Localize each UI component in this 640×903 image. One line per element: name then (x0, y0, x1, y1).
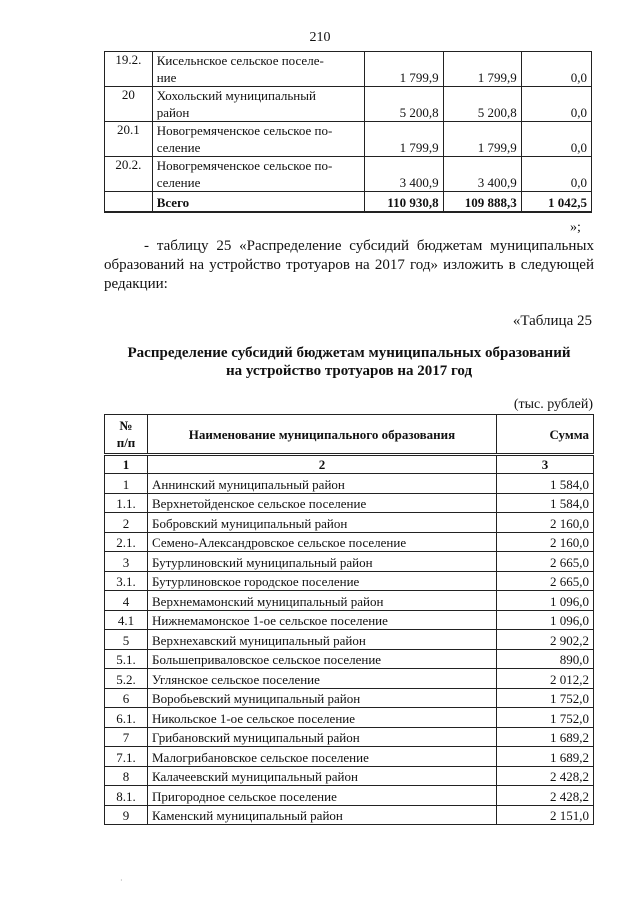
header-num-line2: п/п (116, 435, 136, 450)
row-number: 2.1. (105, 532, 148, 552)
row-value-1: 3 400,9 (365, 157, 443, 192)
table-row (105, 688, 594, 708)
row-name: Малогрибановское сельское поселение (148, 747, 497, 767)
row-number: 5.2. (105, 669, 148, 689)
row-number: 2 (105, 513, 148, 533)
row-sum: 2 428,2 (497, 786, 594, 806)
row-value-1: 5 200,8 (365, 87, 443, 122)
row-name: Большеприваловское сельское поселение (148, 649, 497, 669)
header-num (105, 415, 148, 455)
column-number: 2 (148, 455, 497, 474)
total-empty (105, 192, 153, 213)
table-header-row (105, 415, 594, 455)
table-row (105, 87, 592, 122)
row-sum: 1 584,0 (497, 474, 594, 494)
row-sum: 2 902,2 (497, 630, 594, 650)
header-name: Наименование муниципального образования (148, 415, 497, 455)
row-value-2: 5 200,8 (443, 87, 521, 122)
row-name-line: селение (156, 140, 201, 155)
page-number: 210 (309, 30, 331, 45)
quote-end: »; (570, 220, 581, 235)
table-row (105, 513, 594, 533)
row-number: 19.2. (105, 52, 153, 87)
row-name: Воробьевский муниципальный район (148, 688, 497, 708)
table-row (105, 766, 594, 786)
row-number: 8 (105, 766, 148, 786)
table-title-line2: на устройство тротуаров на 2017 год (225, 363, 473, 379)
table-row (105, 727, 594, 747)
total-value-2: 109 888,3 (443, 192, 521, 213)
row-name: Бутурлиновский муниципальный район (148, 552, 497, 572)
column-number: 3 (497, 455, 594, 474)
row-name: Грибановский муниципальный район (148, 727, 497, 747)
table-row (105, 591, 594, 611)
row-name-line: Новогремяченское сельское по- (156, 123, 333, 138)
header-sum: Сумма (497, 415, 594, 455)
row-name: Семено-Александровское сельское поселение (148, 532, 497, 552)
row-sum: 2 665,0 (497, 571, 594, 591)
row-number: 4 (105, 591, 148, 611)
row-value-3: 0,0 (521, 122, 591, 157)
table-row (105, 571, 594, 591)
row-name: Каменский муниципальный район (148, 805, 497, 825)
table-row (105, 532, 594, 552)
row-value-1: 1 799,9 (365, 52, 443, 87)
row-sum: 2 160,0 (497, 532, 594, 552)
row-value-1: 1 799,9 (365, 122, 443, 157)
row-value-2: 1 799,9 (443, 122, 521, 157)
row-number: 3.1. (105, 571, 148, 591)
unit-label: (тыс. рублей) (513, 397, 593, 412)
row-sum: 2 160,0 (497, 513, 594, 533)
amendment-paragraph: - таблицу 25 «Распределение субсидий бюджетам муниципальных образований на устройство тротуаров на 2017 год» изложить в следующей редакции: (104, 238, 594, 292)
row-sum: 1 096,0 (497, 610, 594, 630)
table-row (105, 52, 592, 87)
row-name (152, 122, 365, 157)
table-row (105, 157, 592, 192)
table-row (105, 493, 594, 513)
header-num-line1: № (119, 418, 133, 433)
row-name: Пригородное сельское поселение (148, 786, 497, 806)
row-number: 6 (105, 688, 148, 708)
row-value-3: 0,0 (521, 52, 591, 87)
row-name-line: район (156, 105, 190, 120)
row-number: 1.1. (105, 493, 148, 513)
row-number: 8.1. (105, 786, 148, 806)
total-label: Всего (152, 192, 365, 213)
table-row (105, 786, 594, 806)
row-name: Аннинский муниципальный район (148, 474, 497, 494)
table-title-line1: Распределение субсидий бюджетам муниципальных образований (127, 345, 571, 361)
row-sum: 1 689,2 (497, 747, 594, 767)
row-number: 7.1. (105, 747, 148, 767)
row-value-2: 3 400,9 (443, 157, 521, 192)
row-name: Углянское сельское поселение (148, 669, 497, 689)
row-name: Бутурлиновское городское поселение (148, 571, 497, 591)
table-row (105, 122, 592, 157)
column-number-row (105, 455, 594, 474)
row-number: 4.1 (105, 610, 148, 630)
total-value-1: 110 930,8 (365, 192, 443, 213)
row-sum: 1 096,0 (497, 591, 594, 611)
row-name (152, 52, 365, 87)
table-row (105, 708, 594, 728)
table-row (105, 474, 594, 494)
row-sum: 1 752,0 (497, 708, 594, 728)
row-number: 6.1. (105, 708, 148, 728)
row-number: 20.1 (105, 122, 153, 157)
row-number: 1 (105, 474, 148, 494)
row-name (152, 87, 365, 122)
row-value-3: 0,0 (521, 87, 591, 122)
row-name: Верхнемамонский муниципальный район (148, 591, 497, 611)
row-sum: 2 012,2 (497, 669, 594, 689)
row-value-3: 0,0 (521, 157, 591, 192)
row-name: Верхнетойденское сельское поселение (148, 493, 497, 513)
row-sum: 1 584,0 (497, 493, 594, 513)
row-number: 5 (105, 630, 148, 650)
table-row (105, 610, 594, 630)
row-name-line: Новогремяченское сельское по- (156, 158, 333, 173)
total-row (105, 192, 592, 213)
table-title (104, 344, 594, 380)
row-name (152, 157, 365, 192)
row-sum: 2 665,0 (497, 552, 594, 572)
table-label: «Таблица 25 (512, 313, 592, 329)
total-value-3: 1 042,5 (521, 192, 591, 213)
row-name: Калачеевский муниципальный район (148, 766, 497, 786)
row-number: 20.2. (105, 157, 153, 192)
table-row (105, 552, 594, 572)
table-row (105, 805, 594, 825)
row-name: Верхнехавский муниципальный район (148, 630, 497, 650)
row-name-line: Хохольский муниципальный (156, 88, 316, 103)
row-value-2: 1 799,9 (443, 52, 521, 87)
row-sum: 2 428,2 (497, 766, 594, 786)
row-number: 9 (105, 805, 148, 825)
row-sum: 890,0 (497, 649, 594, 669)
row-sum: 1 689,2 (497, 727, 594, 747)
row-name: Никольское 1-ое сельское поселение (148, 708, 497, 728)
row-name-line: ние (156, 70, 177, 85)
scan-specks: · (120, 876, 123, 885)
sidewalk-subsidy-table (104, 414, 594, 825)
table-row (105, 747, 594, 767)
row-sum: 2 151,0 (497, 805, 594, 825)
column-number: 1 (105, 455, 148, 474)
row-sum: 1 752,0 (497, 688, 594, 708)
row-number: 7 (105, 727, 148, 747)
row-name: Нижнемамонское 1-ое сельское поселение (148, 610, 497, 630)
continued-subsidy-table (104, 51, 592, 213)
row-number: 5.1. (105, 649, 148, 669)
row-name-line: Кисельнское сельское поселе- (156, 53, 324, 68)
table-row (105, 630, 594, 650)
row-number: 20 (105, 87, 153, 122)
row-name-line: селение (156, 175, 201, 190)
table-row (105, 649, 594, 669)
table-row (105, 669, 594, 689)
row-number: 3 (105, 552, 148, 572)
row-name: Бобровский муниципальный район (148, 513, 497, 533)
